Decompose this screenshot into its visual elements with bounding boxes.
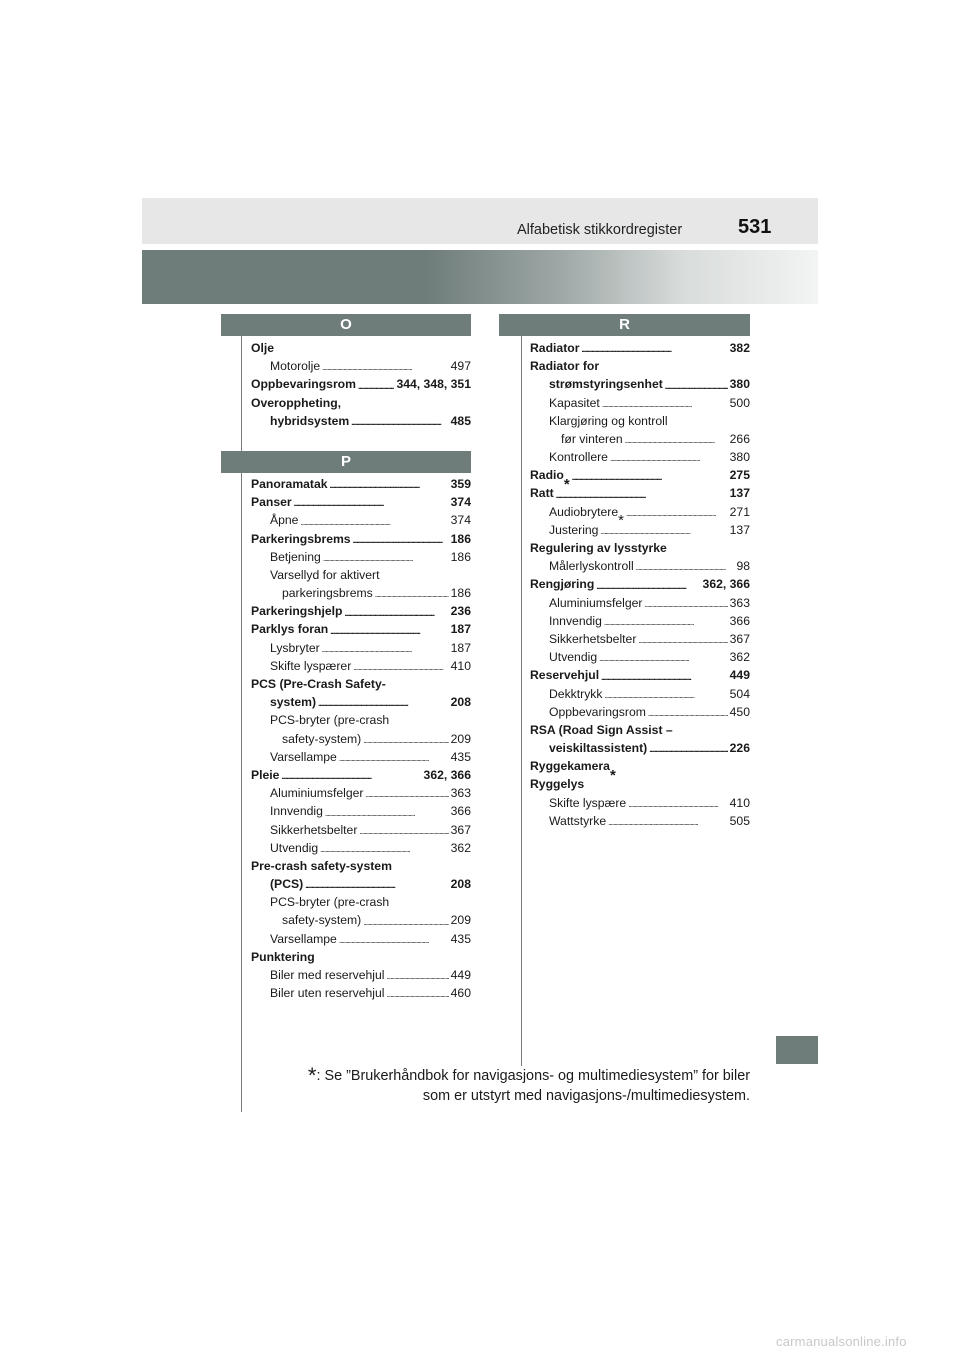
entry-term: Lysbryter	[270, 640, 320, 655]
dot-leader	[353, 530, 449, 548]
dot-leader	[281, 766, 421, 784]
entry-page-ref: 98	[736, 559, 750, 574]
index-entry	[530, 521, 750, 539]
entry-term: Kapasitet	[549, 395, 600, 410]
entry-page-ref: 367	[729, 631, 750, 646]
entry-term: Utvendig	[270, 840, 319, 855]
entry-page-ref: 500	[729, 395, 750, 410]
dot-leader	[358, 375, 394, 393]
index-entry	[530, 666, 750, 684]
index-entry	[251, 394, 471, 412]
dot-leader	[322, 639, 449, 657]
entry-term: Wattstyrke	[549, 813, 607, 828]
entry-page-ref: 187	[450, 640, 471, 655]
entry-page-ref: 137	[729, 486, 750, 501]
entry-page-ref: 366	[729, 613, 750, 628]
entry-term: Justering	[549, 522, 599, 537]
dot-leader	[339, 748, 449, 766]
entry-page-ref: 362	[729, 650, 750, 665]
dot-leader	[322, 357, 449, 375]
header-band	[142, 198, 818, 244]
entry-term: Målerlyskontroll	[549, 559, 634, 574]
index-entry	[251, 675, 471, 693]
entry-term: Reservehjul	[530, 668, 600, 683]
entry-page-ref: 344, 348, 351	[396, 377, 471, 392]
section-header-r: R	[499, 314, 750, 336]
index-entry	[251, 802, 471, 820]
dot-leader	[363, 912, 448, 930]
index-list-r	[530, 339, 750, 830]
dot-leader	[386, 984, 448, 1002]
entry-term: Innvendig	[549, 613, 602, 628]
entry-page-ref: 271	[729, 504, 750, 519]
index-entry	[251, 693, 471, 711]
dot-leader	[339, 930, 449, 948]
index-entry	[251, 711, 471, 729]
dot-leader	[344, 602, 448, 620]
entry-page-ref: 226	[729, 741, 750, 756]
entry-term: veiskiltassistent)	[549, 741, 648, 756]
entry-term: PCS-bryter (pre-crash	[270, 713, 390, 728]
index-entry	[251, 357, 471, 375]
index-entry	[530, 703, 750, 721]
index-entry	[251, 412, 471, 430]
entry-page-ref: 187	[450, 622, 471, 637]
index-entry	[530, 394, 750, 412]
entry-page-ref: 435	[450, 749, 471, 764]
dot-leader	[665, 375, 728, 393]
dot-leader	[556, 485, 728, 503]
index-entry	[530, 721, 750, 739]
entry-term: Punktering	[251, 949, 315, 964]
dot-leader	[318, 693, 449, 711]
page-title: Alfabetisk stikkordregister	[517, 222, 683, 238]
index-entry	[530, 412, 750, 430]
entry-page-ref: 275	[729, 468, 750, 483]
dot-leader	[628, 794, 727, 812]
entry-term: Skifte lyspære	[549, 795, 627, 810]
entry-page-ref: 186	[450, 549, 471, 564]
index-entry	[251, 748, 471, 766]
watermark: carmanualsonline.info	[776, 1334, 907, 1349]
entry-page-ref: 485	[450, 413, 471, 428]
entry-page-ref: 497	[450, 359, 471, 374]
index-entry	[530, 739, 750, 757]
entry-page-ref: 449	[450, 968, 471, 983]
entry-term: system)	[270, 695, 317, 710]
index-entry	[251, 511, 471, 529]
entry-term: Varsellampe	[270, 749, 337, 764]
entry-term: Sikkerhetsbelter	[549, 631, 637, 646]
index-entry	[530, 630, 750, 648]
index-entry	[530, 812, 750, 830]
index-entry	[251, 966, 471, 984]
dot-leader	[363, 730, 448, 748]
index-entry	[251, 621, 471, 639]
entry-term: Dekktrykk	[549, 686, 603, 701]
entry-term: safety-system)	[282, 913, 362, 928]
entry-term: hybridsystem	[270, 413, 350, 428]
entry-page-ref: 236	[450, 604, 471, 619]
entry-page-ref: 505	[729, 813, 750, 828]
entry-term: PCS (Pre-Crash Safety-	[251, 677, 386, 692]
dot-leader	[625, 430, 728, 448]
entry-page-ref: 504	[729, 686, 750, 701]
entry-page-ref: 363	[450, 786, 471, 801]
entry-term: Overoppheting,	[251, 395, 342, 410]
index-entry	[251, 984, 471, 1002]
index-entry: Radio * . . . 275	[530, 466, 750, 484]
entry-page-ref: 359	[450, 476, 471, 491]
entry-page-ref: 380	[729, 377, 750, 392]
dot-leader	[351, 412, 448, 430]
dot-leader	[294, 493, 449, 511]
footnote	[260, 1063, 750, 1106]
index-entry	[251, 912, 471, 930]
entry-term: Oppbevaringsrom	[251, 377, 356, 392]
dot-leader	[608, 812, 728, 830]
index-entry	[530, 612, 750, 630]
index-entry	[530, 339, 750, 357]
dot-leader	[638, 630, 727, 648]
entry-page-ref: 410	[729, 795, 750, 810]
dot-leader	[601, 666, 728, 684]
entry-term: Klargjøring og kontroll	[549, 413, 668, 428]
index-entry: Ryggekamera *	[530, 759, 616, 784]
index-entry	[251, 784, 471, 802]
dot-leader	[648, 703, 728, 721]
entry-page-ref: 186	[450, 531, 471, 546]
dot-leader	[604, 612, 728, 630]
left-margin-rule	[241, 318, 242, 1112]
entry-page-ref: 209	[450, 731, 471, 746]
entry-term: Varsellampe	[270, 931, 337, 946]
entry-term: strømstyringsenhet	[549, 377, 663, 392]
index-entry	[251, 657, 471, 675]
entry-page-ref: 449	[729, 668, 750, 683]
index-entry	[530, 357, 750, 375]
entry-term: Innvendig	[270, 804, 323, 819]
dot-leader	[605, 685, 728, 703]
entry-page-ref: 137	[729, 522, 750, 537]
section-header-p: P	[221, 451, 471, 473]
column-divider	[521, 318, 522, 1066]
entry-term: Betjening	[270, 549, 321, 564]
entry-page-ref: 380	[729, 450, 750, 465]
index-entry	[530, 794, 750, 812]
dot-leader	[323, 548, 449, 566]
entry-page-ref: 363	[729, 595, 750, 610]
index-entry	[251, 475, 471, 493]
entry-term: Regulering av lysstyrke	[530, 541, 667, 556]
index-entry	[530, 448, 750, 466]
entry-term: Parkeringshjelp	[251, 604, 343, 619]
index-list-p	[251, 475, 471, 1002]
entry-term: Audiobrytere	[549, 504, 619, 519]
entry-page-ref: 374	[450, 495, 471, 510]
dot-leader	[300, 511, 448, 529]
dot-leader	[353, 657, 448, 675]
index-entry	[251, 766, 471, 784]
dot-leader	[581, 339, 727, 357]
index-entry	[251, 639, 471, 657]
dot-leader	[636, 557, 735, 575]
index-entry	[251, 530, 471, 548]
entry-term: Parkeringsbrems	[251, 531, 351, 546]
index-entry	[251, 339, 471, 357]
page-number: 531	[738, 216, 772, 238]
entry-page-ref: 362, 366	[423, 767, 471, 782]
dot-leader	[386, 966, 448, 984]
entry-page-ref: 366	[450, 804, 471, 819]
footnote-line-1: *: Se ”Brukerhåndbok for navigasjons- og multimediesystem” for biler	[307, 1063, 750, 1088]
entry-term: Aluminiumsfelger	[270, 786, 364, 801]
index-entry	[530, 776, 750, 794]
entry-term: Radiator	[530, 340, 580, 355]
entry-page-ref: 382	[729, 340, 750, 355]
dot-leader	[375, 584, 449, 602]
index-entry	[251, 548, 471, 566]
entry-page-ref: 374	[450, 513, 471, 528]
entry-term: Biler uten reservehjul	[270, 986, 385, 1001]
dot-leader	[596, 575, 700, 593]
entry-term: Radio	[530, 468, 564, 483]
entry-term: safety-system)	[282, 731, 362, 746]
dot-leader	[600, 521, 727, 539]
decorative-gradient-band	[142, 250, 818, 304]
entry-term: Kontrollere	[549, 450, 608, 465]
index-entry	[530, 485, 750, 503]
index-entry	[251, 948, 471, 966]
index-entry	[530, 685, 750, 703]
dot-leader	[325, 802, 449, 820]
index-entry	[251, 821, 471, 839]
index-entry	[251, 839, 471, 857]
entry-page-ref: 186	[450, 586, 471, 601]
index-entry	[530, 430, 750, 448]
entry-term: Sikkerhetsbelter	[270, 822, 358, 837]
dot-leader	[599, 648, 728, 666]
entry-page-ref: 209	[450, 913, 471, 928]
entry-term: Åpne	[270, 513, 299, 528]
entry-term: Varsellyd for aktivert	[270, 567, 380, 582]
index-entry	[251, 375, 471, 393]
dot-leader	[610, 448, 728, 466]
entry-term: Radiator for	[530, 359, 600, 374]
entry-term: (PCS)	[270, 877, 304, 892]
entry-term: Oppbevaringsrom	[549, 704, 646, 719]
entry-term: Biler med reservehjul	[270, 968, 385, 983]
dot-leader	[330, 475, 449, 493]
entry-term: Aluminiumsfelger	[549, 595, 643, 610]
index-entry	[251, 875, 471, 893]
index-entry	[530, 375, 750, 393]
entry-term: Rengjøring	[530, 577, 595, 592]
entry-term: Panoramatak	[251, 476, 328, 491]
dot-leader	[320, 839, 449, 857]
index-entry	[251, 493, 471, 511]
entry-term: før vinteren	[561, 431, 623, 446]
index-entry	[251, 930, 471, 948]
entry-page-ref: 410	[450, 658, 471, 673]
entry-term: RSA (Road Sign Assist –	[530, 722, 673, 737]
entry-page-ref: 362, 366	[702, 577, 750, 592]
dot-leader	[602, 394, 728, 412]
entry-page-ref: 208	[450, 695, 471, 710]
dot-leader	[330, 621, 448, 639]
index-entry	[251, 893, 471, 911]
entry-term: Panser	[251, 495, 292, 510]
dot-leader	[649, 739, 727, 757]
entry-term: parkeringsbrems	[282, 586, 373, 601]
dot-leader	[359, 821, 448, 839]
index-entry	[251, 730, 471, 748]
index-entry	[251, 566, 471, 584]
index-list-o	[251, 339, 471, 430]
footnote-star: *	[307, 1063, 317, 1088]
index-entry	[530, 648, 750, 666]
dot-leader	[644, 594, 727, 612]
dot-leader	[626, 503, 728, 521]
entry-page-ref: 450	[729, 704, 750, 719]
index-entry	[251, 584, 471, 602]
entry-term: Olje	[251, 340, 275, 355]
entry-term: Parklys foran	[251, 622, 329, 637]
entry-page-ref: 362	[450, 840, 471, 855]
index-entry: Audiobrytere * . . . 271	[530, 503, 750, 521]
index-entry	[251, 602, 471, 620]
index-entry	[251, 857, 471, 875]
index-entry	[530, 539, 750, 557]
entry-term: Ryggekamera	[530, 759, 610, 774]
entry-term: Ryggelys	[530, 777, 585, 792]
entry-term: Utvendig	[549, 650, 598, 665]
dot-leader	[365, 784, 448, 802]
entry-term: Pre-crash safety-system	[251, 858, 392, 873]
entry-term: Pleie	[251, 767, 280, 782]
entry-page-ref: 367	[450, 822, 471, 837]
index-entry	[530, 594, 750, 612]
entry-page-ref: 208	[450, 877, 471, 892]
entry-page-ref: 266	[729, 431, 750, 446]
thumb-index-tab	[776, 1036, 818, 1064]
dot-leader	[305, 875, 448, 893]
entry-term: Motorolje	[270, 359, 321, 374]
entry-term: Skifte lyspærer	[270, 658, 352, 673]
entry-page-ref: 435	[450, 931, 471, 946]
entry-page-ref: 460	[450, 986, 471, 1001]
entry-term: PCS-bryter (pre-crash	[270, 895, 390, 910]
index-entry	[530, 575, 750, 593]
section-header-o: O	[221, 314, 471, 336]
footnote-line-2: som er utstyrt med navigasjons-/multimediesystem.	[422, 1088, 750, 1104]
dot-leader	[572, 466, 728, 484]
entry-term: Ratt	[530, 486, 554, 501]
index-entry	[530, 557, 750, 575]
